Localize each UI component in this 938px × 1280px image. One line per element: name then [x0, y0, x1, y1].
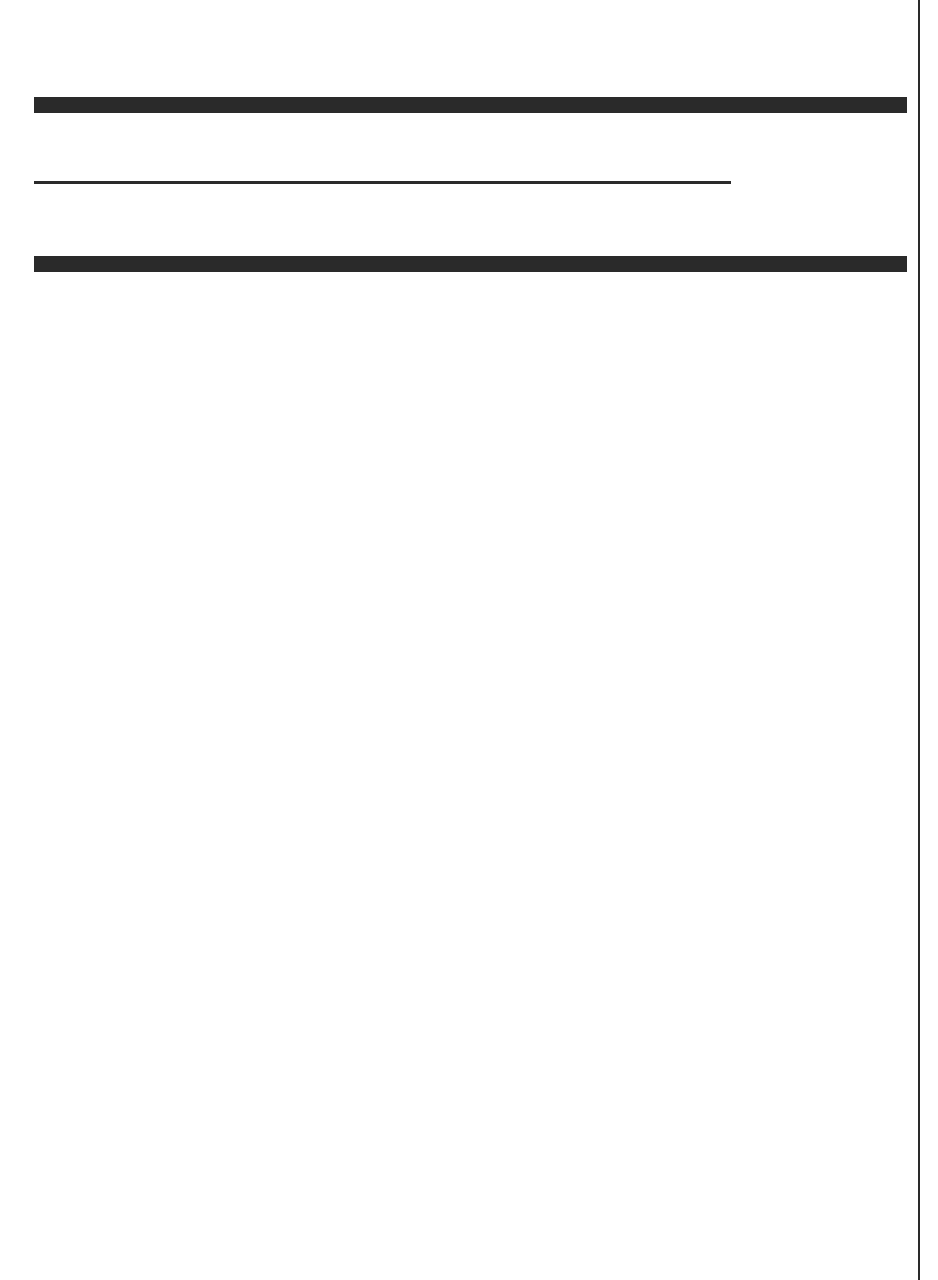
right-border — [918, 0, 920, 1280]
thick-divider — [34, 97, 907, 113]
thick-divider — [34, 256, 907, 272]
divider — [34, 181, 731, 184]
